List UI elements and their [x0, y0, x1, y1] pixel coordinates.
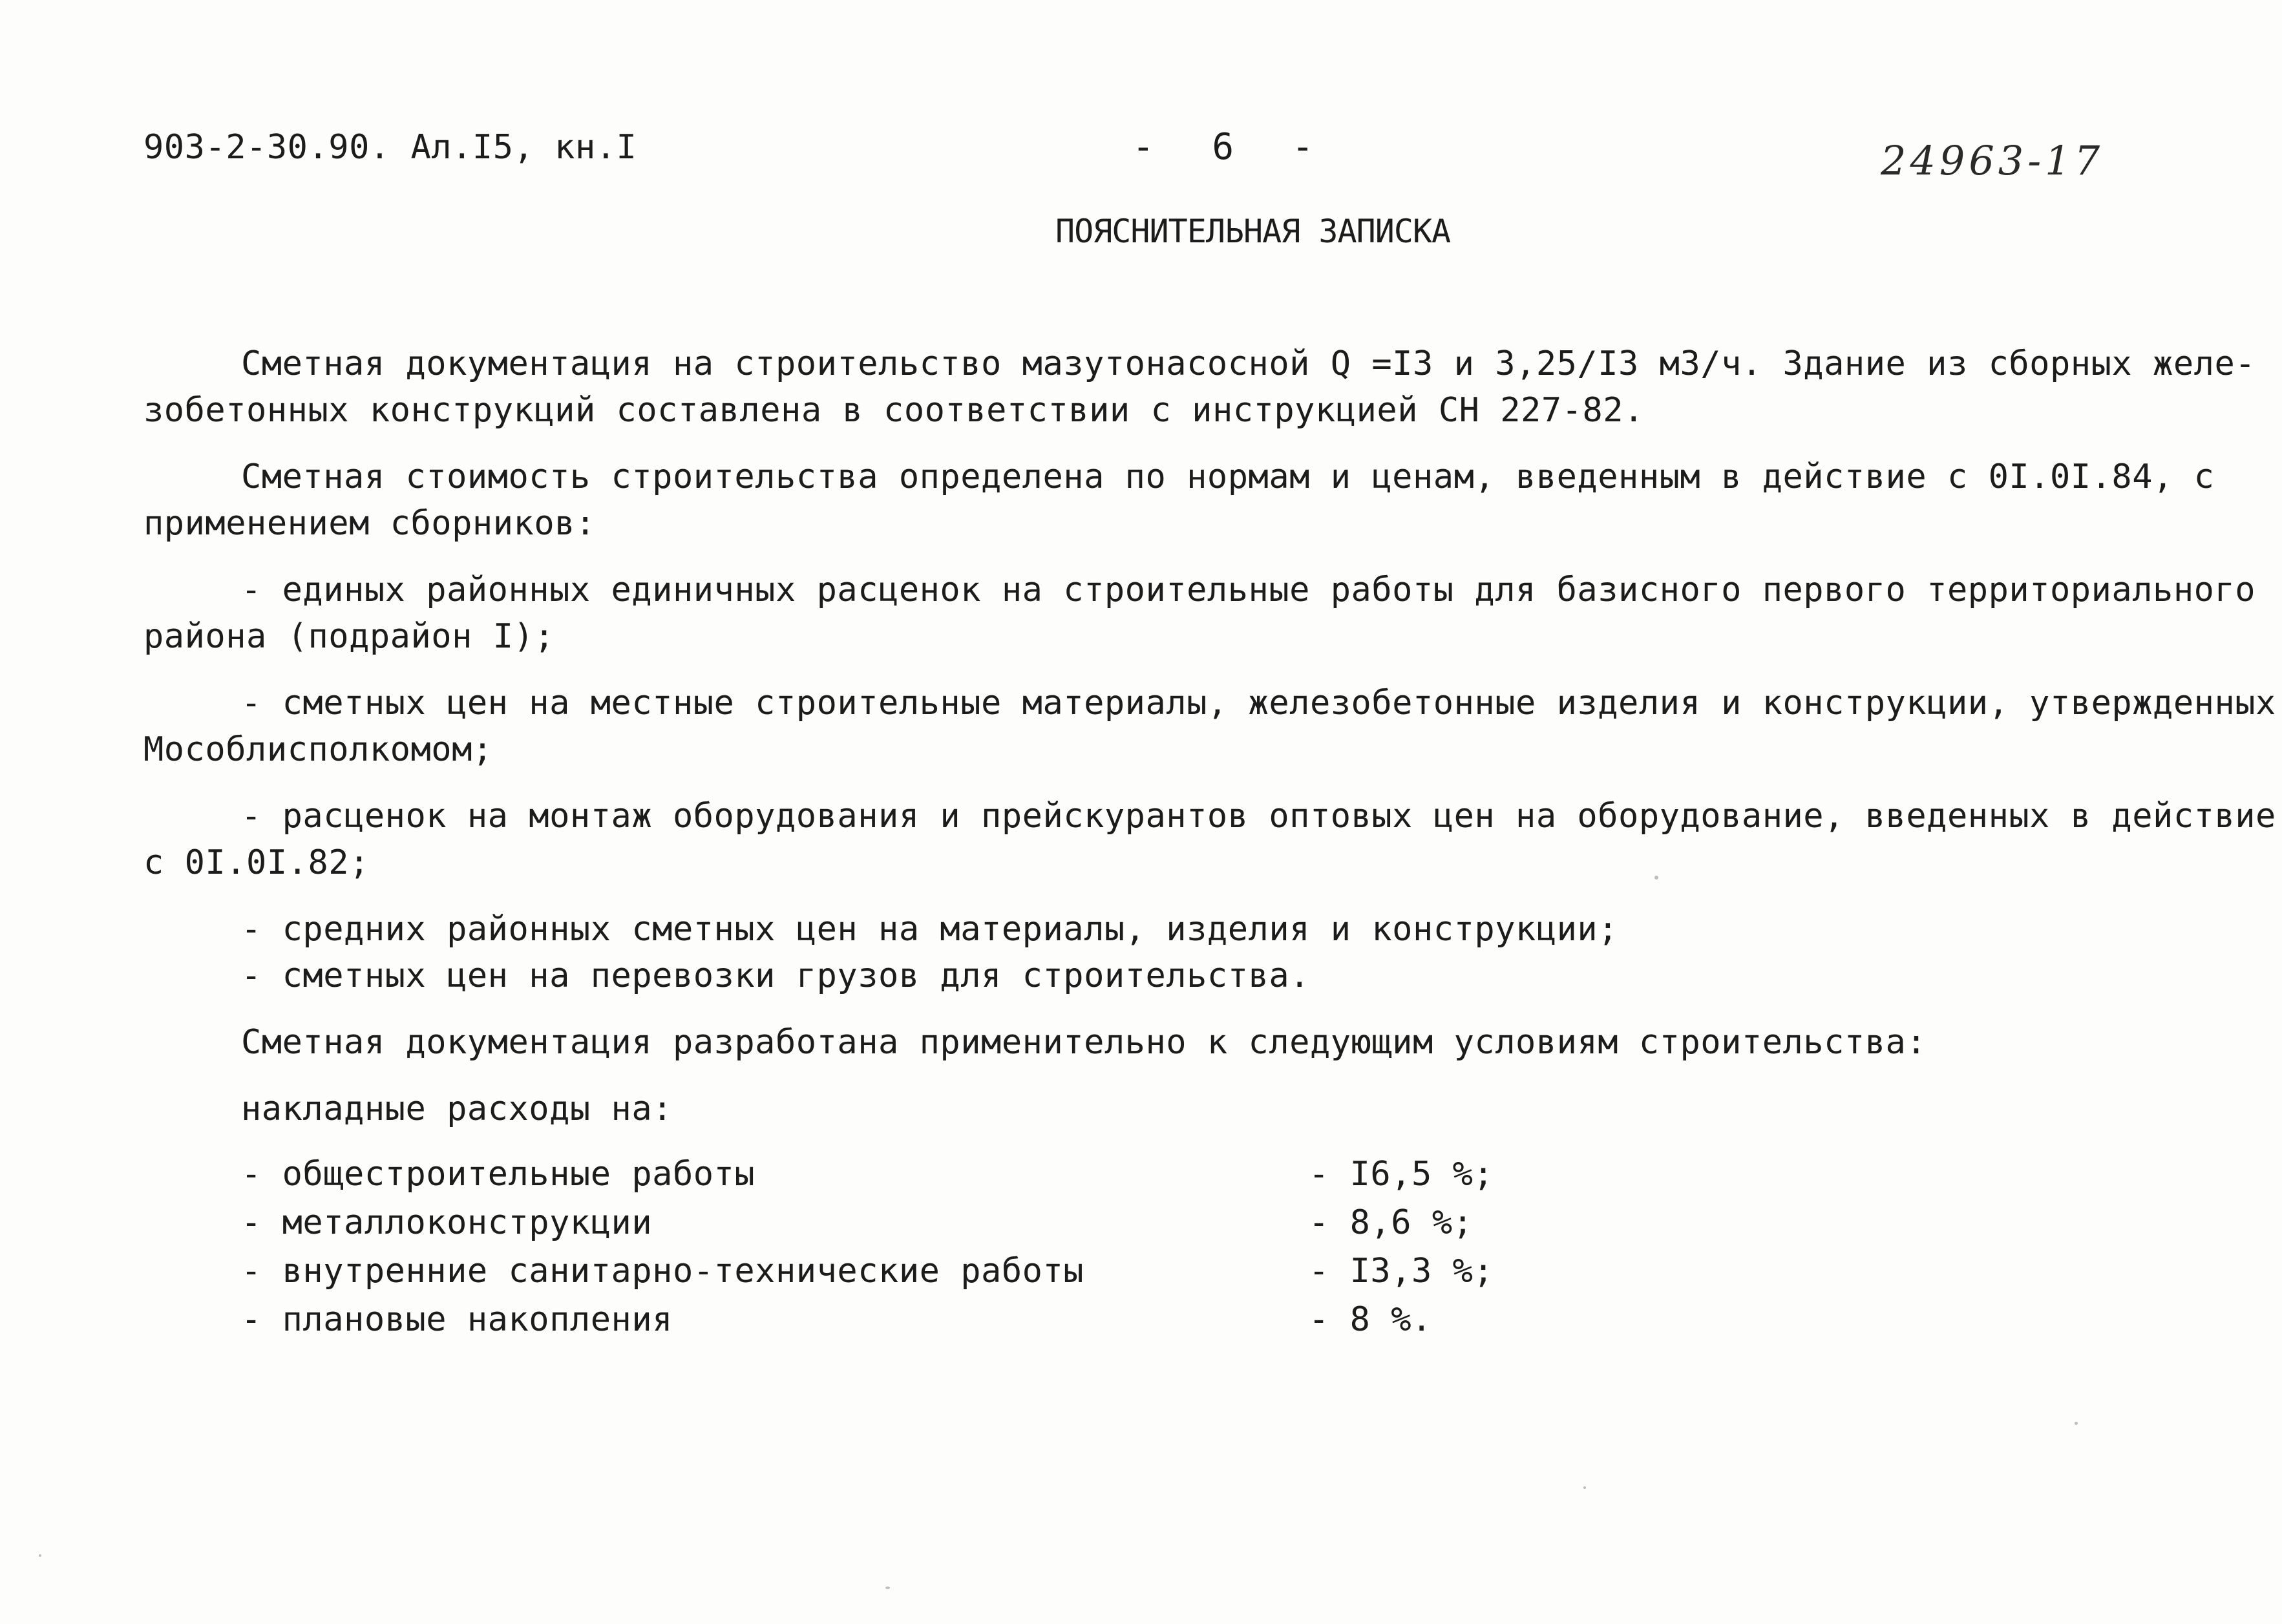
paragraph-3: Сметная документация разработана применительно к следующим условиям строительства: — [241, 1023, 1927, 1062]
scan-speck — [2075, 1422, 2078, 1425]
list-item-2-line-1: - сметных цен на местные строительные материалы, железобетонные изделия и конструкции, утвержденных — [241, 684, 2276, 722]
list-item-4: - средних районных сметных цен на материалы, изделия и конструкции; — [241, 910, 1619, 949]
list-item-5: - сметных цен на перевозки грузов для строительства. — [241, 956, 1310, 995]
list-item-3-line-2: с 0I.0I.82; — [143, 843, 370, 882]
rate-value-4: - 8 %. — [1309, 1300, 1432, 1339]
paragraph-4: накладные расходы на: — [241, 1090, 673, 1128]
handwritten-number: 24963-17 — [1881, 137, 2104, 184]
rate-label-4: - плановые накопления — [241, 1300, 673, 1339]
document-code: 903-2-30.90. Ал.I5, кн.I — [143, 128, 637, 167]
rate-label-3: - внутренние санитарно-технические работы — [241, 1252, 1084, 1291]
list-item-1-line-2: района (подрайон I); — [143, 617, 555, 656]
paragraph-1-line-2: зобетонных конструкций составлена в соответствии с инструкцией СН 227-82. — [143, 391, 1644, 430]
list-item-1-line-1: - единых районных единичных расценок на строительные работы для базисного первого территориального — [241, 571, 2256, 609]
list-item-2-line-2: Мособлисполкомом; — [143, 730, 493, 769]
rate-label-1: - общестроительные работы — [241, 1155, 755, 1194]
rate-value-2: - 8,6 %; — [1309, 1203, 1474, 1242]
scan-speck — [39, 1554, 41, 1557]
scan-speck — [1654, 876, 1658, 880]
rate-value-3: - I3,3 %; — [1309, 1252, 1494, 1291]
paragraph-1-line-1: Сметная документация на строительство мазутонасосной Q =I3 и 3,25/I3 м3/ч. Здание из сборных желе- — [241, 344, 2256, 383]
page-title: ПОЯСНИТЕЛЬНАЯ ЗАПИСКА — [1055, 213, 1451, 250]
scan-speck — [885, 1587, 890, 1589]
rate-value-1: - I6,5 %; — [1309, 1155, 1494, 1194]
paragraph-2-line-2: применением сборников: — [143, 504, 596, 543]
scan-speck — [1583, 1486, 1586, 1489]
list-item-3-line-1: - расценок на монтаж оборудования и прейскурантов оптовых цен на оборудование, введенных в действие — [241, 797, 2276, 836]
page-number: - 6 - — [1132, 126, 1332, 168]
paragraph-2-line-1: Сметная стоимость строительства определена по нормам и ценам, введенным в действие с 0I.0I.84, с — [241, 458, 2215, 496]
rate-label-2: - металлоконструкции — [241, 1203, 653, 1242]
